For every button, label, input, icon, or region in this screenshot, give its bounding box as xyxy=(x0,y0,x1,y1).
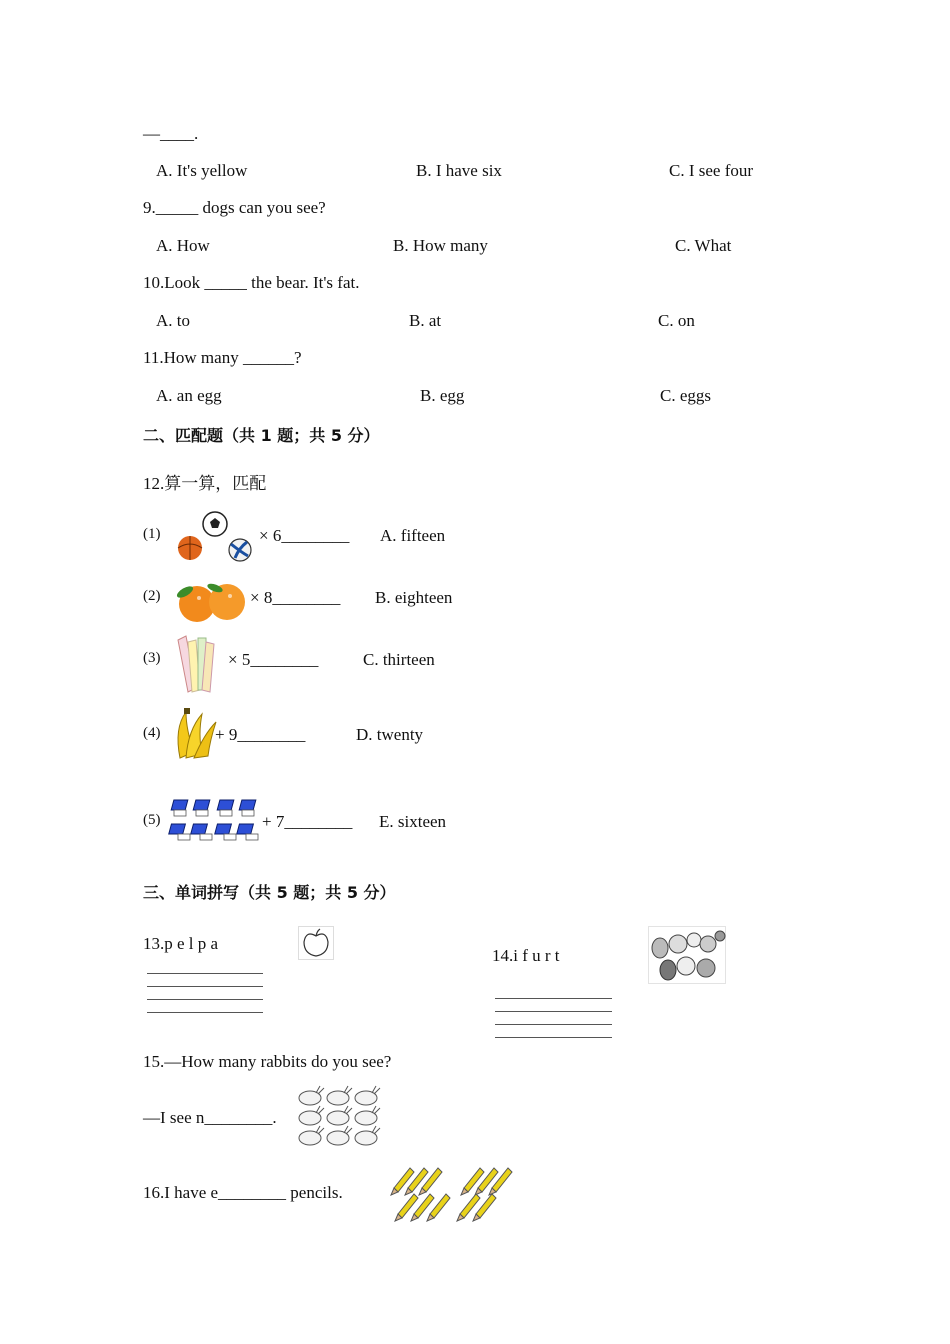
q16-stem: 16.I have e________ pencils. xyxy=(143,1183,343,1202)
q15-answer: —I see n________. xyxy=(143,1108,277,1127)
match-item-expression: × 6________ xyxy=(259,526,350,545)
bananas-icon xyxy=(172,708,218,762)
erasers-icon xyxy=(172,792,264,842)
pencils-group-icon xyxy=(388,1160,520,1226)
q15-stem: 15.—How many rabbits do you see? xyxy=(143,1052,392,1071)
section2-heading: 二、匹配题（共 1 题；共 5 分） xyxy=(143,426,380,445)
match-option: A. fifteen xyxy=(380,526,446,545)
writing-line[interactable] xyxy=(495,1011,612,1012)
balls-icon xyxy=(175,510,255,564)
match-item-number: (3) xyxy=(143,650,161,666)
match-item-expression: × 8________ xyxy=(250,588,341,607)
match-option: B. eighteen xyxy=(375,588,453,607)
q10-option-a[interactable]: A. to xyxy=(156,311,190,330)
match-item-number: (2) xyxy=(143,588,161,604)
rabbits-icon xyxy=(296,1084,386,1152)
q9-option-a[interactable]: A. How xyxy=(156,236,210,255)
match-item-expression: + 9________ xyxy=(215,725,306,744)
q11-option-a[interactable]: A. an egg xyxy=(156,386,222,405)
match-option: E. sixteen xyxy=(379,812,447,831)
q9-option-b[interactable]: B. How many xyxy=(393,236,488,255)
q12-title: 12.算一算，匹配 xyxy=(143,474,267,493)
apple-icon xyxy=(298,926,334,960)
q10-option-b[interactable]: B. at xyxy=(409,311,442,330)
match-item-expression: × 5________ xyxy=(228,650,319,669)
writing-line[interactable] xyxy=(147,1012,263,1013)
writing-line[interactable] xyxy=(495,1024,612,1025)
pencils-icon xyxy=(174,632,220,694)
q8-option-b[interactable]: B. I have six xyxy=(416,161,502,180)
q11-option-c[interactable]: C. eggs xyxy=(660,386,711,405)
q10-option-c[interactable]: C. on xyxy=(658,311,695,330)
q8-answer-line: —____. xyxy=(143,124,199,143)
match-option: C. thirteen xyxy=(363,650,435,669)
q8-option-c[interactable]: C. I see four xyxy=(669,161,754,180)
q14-letters: 14.i f u r t xyxy=(492,946,560,965)
fruits-icon xyxy=(648,926,726,984)
writing-line[interactable] xyxy=(147,973,263,974)
q11-stem: 11.How many ______? xyxy=(143,348,302,367)
match-item-number: (5) xyxy=(143,812,161,828)
match-item-number: (4) xyxy=(143,725,161,741)
q10-stem: 10.Look _____ the bear. It's fat. xyxy=(143,273,360,292)
writing-line[interactable] xyxy=(495,1037,612,1038)
q9-stem: 9._____ dogs can you see? xyxy=(143,198,326,217)
match-option: D. twenty xyxy=(356,725,424,744)
writing-line[interactable] xyxy=(147,986,263,987)
oranges-icon xyxy=(175,582,250,624)
match-item-number: (1) xyxy=(143,526,161,542)
writing-line[interactable] xyxy=(147,999,263,1000)
writing-line[interactable] xyxy=(495,998,612,999)
q9-option-c[interactable]: C. What xyxy=(675,236,732,255)
q13-letters: 13.p e l p a xyxy=(143,934,219,953)
section3-heading: 三、单词拼写（共 5 题；共 5 分） xyxy=(143,883,396,902)
match-item-expression: + 7________ xyxy=(262,812,353,831)
q11-option-b[interactable]: B. egg xyxy=(420,386,465,405)
q8-option-a[interactable]: A. It's yellow xyxy=(156,161,248,180)
